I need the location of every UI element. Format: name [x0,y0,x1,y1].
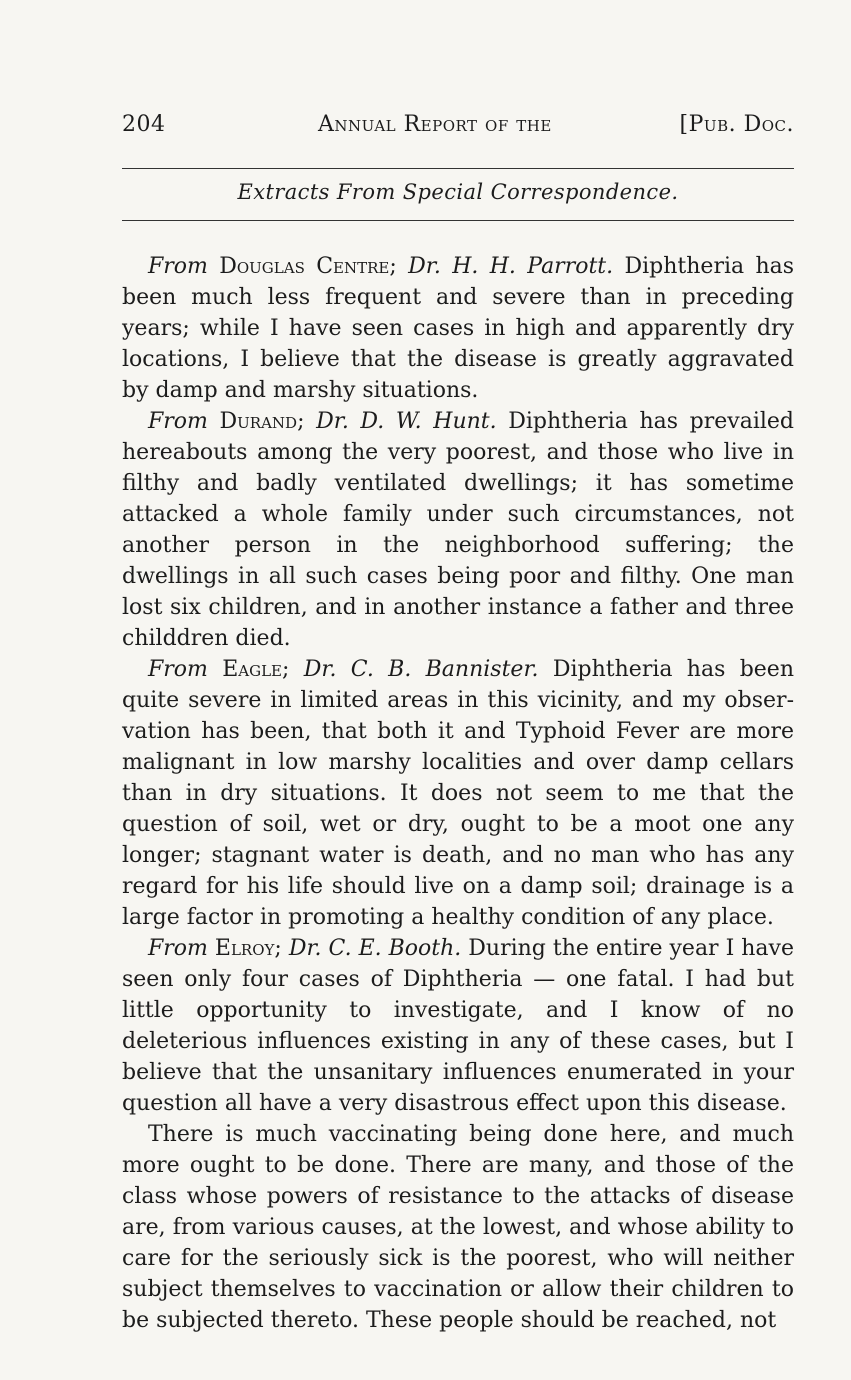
header-rule-bottom [122,220,794,221]
separator: ; [389,254,409,279]
separator: ; [282,657,304,682]
from-label: From [148,409,208,434]
from-label: From [148,936,208,961]
paragraph-text: During the entire year I have seen only four cases of Diphtheria — one fatal. I had but little opportunity to investigate, and I know of no deleterious influences existing in any of these cases, but I believe that the unsanitary influences enumerated in your question all have a very disastrous effect upon this disease. [122,936,794,1116]
correspondence-paragraph [122,933,794,1119]
from-label: From [148,657,208,682]
place-name: Elroy [214,936,275,961]
paragraph-text: Diphtheria has been quite severe in limited areas in this vicinity, and my observation has been, that both it and Typhoid Fever are more malignant in low marshy localities and over damp cellars than in dry situations. It does not seem to me that the question of soil, wet or dry, ought to be a moot one any longer; stagnant water is death, and no man who has any regard for his life should live on a damp soil; drainage is a large factor in promoting a healthy condition of any place. [122,657,794,930]
header-rule-top [122,168,794,169]
from-label: From [148,254,208,279]
separator: ; [297,409,317,434]
doctor-name: Dr. C. E. Booth. [288,936,462,961]
doctor-name: Dr. H. H. Parrott. [408,254,614,279]
place-name: Douglas Centre [219,254,390,279]
doctor-name: Dr. C. B. Bannister. [303,657,539,682]
running-head [122,112,794,142]
body-text [122,251,794,1336]
doctor-name: Dr. D. W. Hunt. [316,409,497,434]
place-name: Durand [219,409,298,434]
correspondence-paragraph [122,251,794,406]
correspondence-paragraph [122,654,794,933]
running-title: Annual Report of the [318,112,552,137]
place-name: Eagle [222,657,283,682]
section-heading: Extracts From Special Correspondence. [237,180,679,204]
paragraph-text: Diphtheria has been much less frequent and severe than in preceding years; while I have seen cases in high and apparently dry locations, I believe that the disease is greatly aggravated by damp and marshy situations. [122,254,795,403]
correspondence-paragraph [122,406,794,654]
closing-paragraph: There is much vaccinating being done here, and much more ought to be done. There are many, and those of the class whose powers of resistance to the attacks of disease are, from various causes, at the lowest, and whose ability to care for the seriously sick is the poorest, who will neither subject themselves to vaccination or allow their children to be subjected thereto. These people should be reached, not [122,1122,794,1333]
separator: ; [274,936,289,961]
page-number: 204 [122,112,166,137]
paragraph-text: Diphtheria has prevailed hereabouts among the very poorest, and those who live in filthy and badly ventilated dwellings; it has sometime attacked a whole family under such circumstances, not another person in the neighborhood suffering; the dwellings in all such cases being poor and filthy. One man lost six children, and in another instance a father and three childdren died. [122,409,794,651]
document-label: [Pub. Doc. [679,112,794,137]
